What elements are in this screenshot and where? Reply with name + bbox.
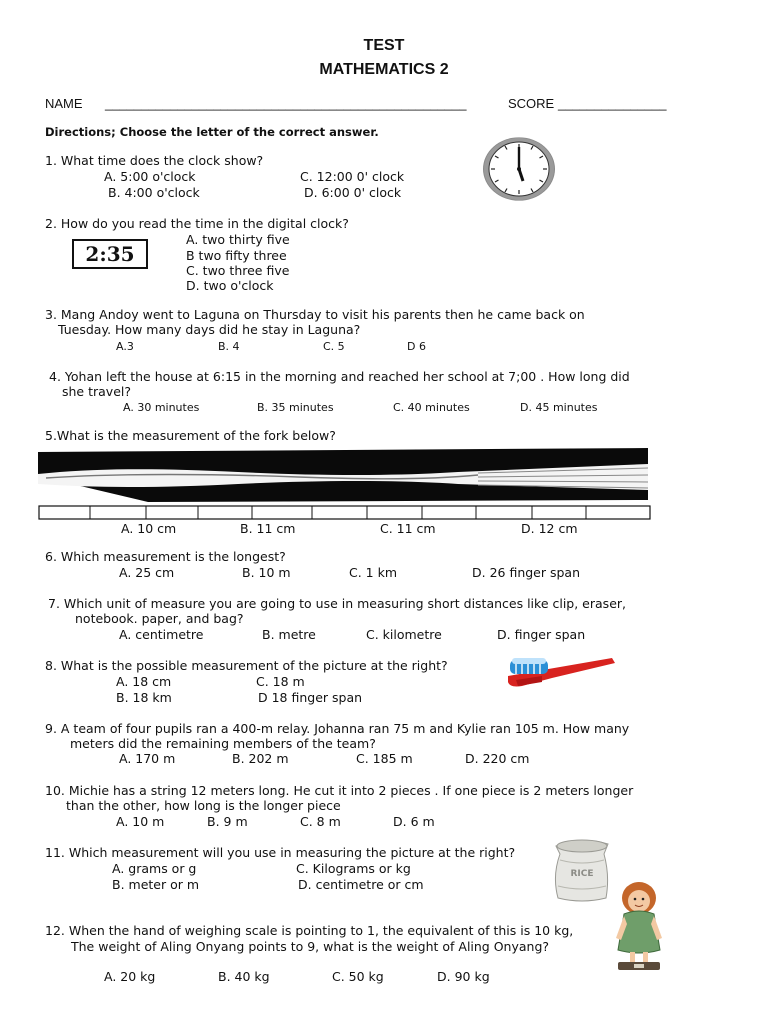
q7-option-c: C. kilometre bbox=[366, 627, 442, 642]
q9-option-c: C. 185 m bbox=[356, 751, 413, 766]
question-11-text: 11. Which measurement will you use in measuring the picture at the right? bbox=[45, 845, 516, 860]
digital-clock-display: 2:35 bbox=[72, 239, 148, 269]
q10-option-a: A. 10 m bbox=[116, 814, 165, 829]
q11-option-a: A. grams or g bbox=[112, 861, 197, 876]
q8-option-a: A. 18 cm bbox=[116, 674, 172, 689]
q3-option-b: B. 4 bbox=[218, 340, 240, 353]
question-3-text-line1: 3. Mang Andoy went to Laguna on Thursday to visit his parents then he came back on bbox=[45, 307, 585, 322]
question-4-text-line2: she travel? bbox=[62, 384, 131, 399]
question-2-text: 2. How do you read the time in the digital clock? bbox=[45, 216, 349, 231]
name-blank: __________________________________________________ bbox=[105, 96, 467, 111]
q1-option-a: A. 5:00 o'clock bbox=[104, 169, 196, 184]
q4-option-d: D. 45 minutes bbox=[520, 401, 598, 414]
q11-option-c: C. Kilograms or kg bbox=[296, 861, 411, 876]
question-9-text-line2: meters did the remaining members of the team? bbox=[70, 736, 376, 751]
q5-option-c: C. 11 cm bbox=[380, 521, 436, 536]
question-5-text: 5.What is the measurement of the fork below? bbox=[45, 428, 336, 443]
question-10-text-line2: than the other, how long is the longer piece bbox=[66, 798, 341, 813]
q7-option-d: D. finger span bbox=[497, 627, 586, 642]
q2-option-a: A. two thirty five bbox=[186, 232, 290, 247]
q5-option-a: A. 10 cm bbox=[121, 521, 177, 536]
q4-option-b: B. 35 minutes bbox=[257, 401, 334, 414]
q8-option-d: D 18 finger span bbox=[258, 690, 363, 705]
rice-sack-label: RICE bbox=[570, 869, 594, 879]
question-8-text: 8. What is the possible measurement of the picture at the right? bbox=[45, 658, 448, 673]
q1-option-c: C. 12:00 0' clock bbox=[300, 169, 405, 184]
page-title: TEST bbox=[363, 37, 405, 54]
name-label: NAME bbox=[45, 96, 83, 111]
q8-option-b: B. 18 km bbox=[116, 690, 172, 705]
question-12-text-line1: 12. When the hand of weighing scale is pointing to 1, the equivalent of this is 10 kg, bbox=[45, 923, 574, 938]
q7-option-b: B. metre bbox=[262, 627, 316, 642]
q11-option-d: D. centimetre or cm bbox=[298, 877, 424, 892]
ruler-image bbox=[38, 505, 652, 521]
question-12-text-line2: The weight of Aling Onyang points to 9, what is the weight of Aling Onyang? bbox=[71, 939, 550, 954]
q1-option-b: B. 4:00 o'clock bbox=[108, 185, 200, 200]
q10-option-b: B. 9 m bbox=[207, 814, 248, 829]
q9-option-d: D. 220 cm bbox=[465, 751, 530, 766]
q1-option-d: D. 6:00 0' clock bbox=[304, 185, 402, 200]
q10-option-c: C. 8 m bbox=[300, 814, 341, 829]
q2-option-b: B two fifty three bbox=[186, 248, 287, 263]
page-subtitle: MATHEMATICS 2 bbox=[319, 61, 449, 78]
q2-option-d: D. two o'clock bbox=[186, 278, 274, 293]
question-9-text-line1: 9. A team of four pupils ran a 400-m relay. Johanna ran 75 m and Kylie ran 105 m. How many bbox=[45, 721, 630, 736]
q12-option-c: C. 50 kg bbox=[332, 969, 384, 984]
q6-option-b: B. 10 m bbox=[242, 565, 291, 580]
q2-option-c: C. two three five bbox=[186, 263, 290, 278]
score-blank: _______________ bbox=[558, 96, 667, 111]
question-7-text-line2: notebook. paper, and bag? bbox=[75, 611, 244, 626]
question-3-text-line2: Tuesday. How many days did he stay in Laguna? bbox=[58, 322, 361, 337]
q3-option-a: A.3 bbox=[116, 340, 134, 353]
q6-option-c: C. 1 km bbox=[349, 565, 398, 580]
question-7-text-line1: 7. Which unit of measure you are going to use in measuring short distances like clip, eraser, bbox=[48, 596, 626, 611]
q4-option-a: A. 30 minutes bbox=[123, 401, 200, 414]
question-6-text: 6. Which measurement is the longest? bbox=[45, 549, 286, 564]
q11-option-b: B. meter or m bbox=[112, 877, 200, 892]
q6-option-d: D. 26 finger span bbox=[472, 565, 581, 580]
q6-option-a: A. 25 cm bbox=[119, 565, 175, 580]
q9-option-b: B. 202 m bbox=[232, 751, 289, 766]
toothbrush-image bbox=[502, 650, 618, 692]
q3-option-c: C. 5 bbox=[323, 340, 345, 353]
fork-image bbox=[38, 446, 650, 504]
q12-option-a: A. 20 kg bbox=[104, 969, 156, 984]
q8-option-c: C. 18 m bbox=[256, 674, 305, 689]
q9-option-a: A. 170 m bbox=[119, 751, 176, 766]
q3-option-d: D 6 bbox=[407, 340, 426, 353]
woman-on-scale-image bbox=[606, 880, 672, 972]
directions: Directions; Choose the letter of the correct answer. bbox=[45, 125, 379, 139]
analog-clock-image bbox=[480, 136, 560, 202]
q12-option-d: D. 90 kg bbox=[437, 969, 490, 984]
question-4-text-line1: 4. Yohan left the house at 6:15 in the morning and reached her school at 7;00 . How long did bbox=[49, 369, 630, 384]
question-10-text-line1: 10. Michie has a string 12 meters long. He cut it into 2 pieces . If one piece is 2 meters longer bbox=[45, 783, 634, 798]
q7-option-a: A. centimetre bbox=[119, 627, 204, 642]
q5-option-d: D. 12 cm bbox=[521, 521, 578, 536]
q10-option-d: D. 6 m bbox=[393, 814, 435, 829]
q5-option-b: B. 11 cm bbox=[240, 521, 296, 536]
q4-option-c: C. 40 minutes bbox=[393, 401, 470, 414]
question-1-text: 1. What time does the clock show? bbox=[45, 153, 264, 168]
score-label: SCORE bbox=[508, 96, 555, 111]
q12-option-b: B. 40 kg bbox=[218, 969, 270, 984]
